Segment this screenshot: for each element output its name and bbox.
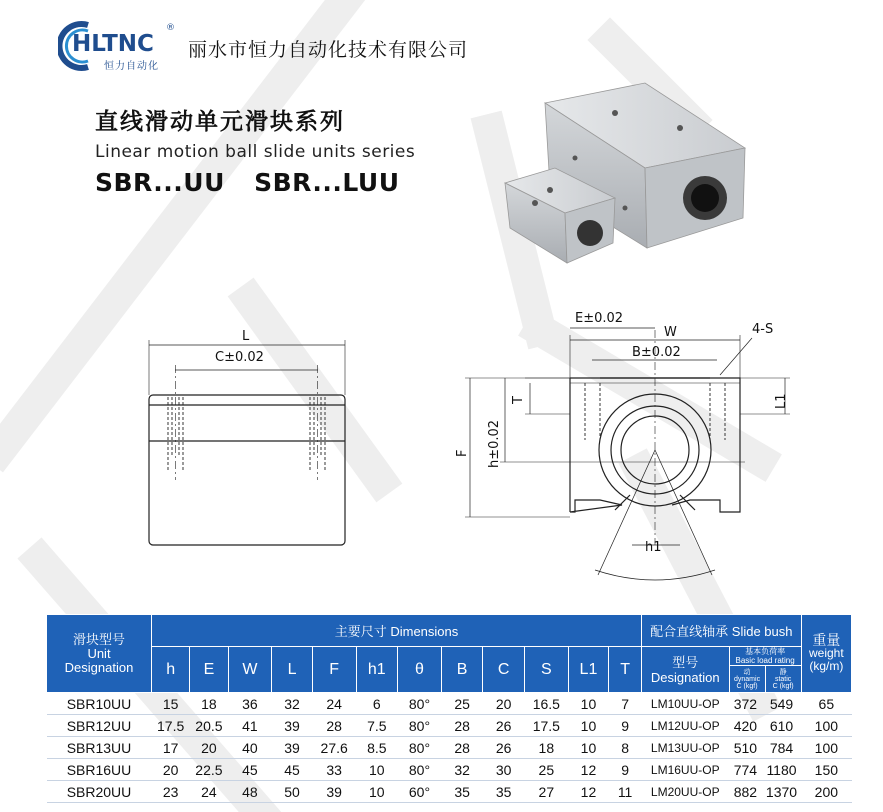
table-cell: 549 (762, 693, 801, 715)
table-cell: 27 (524, 781, 568, 803)
table-cell: 510 (729, 737, 762, 759)
table-cell: 20 (152, 759, 190, 781)
table-cell: 27.6 (312, 737, 356, 759)
table-cell: 10 (356, 781, 398, 803)
table-cell: 50 (272, 781, 312, 803)
col-L: L (272, 647, 312, 693)
unit-designation-cell: SBR16UU (47, 759, 152, 781)
unit-designation-cell: SBR12UU (47, 715, 152, 737)
table-cell: 784 (762, 737, 801, 759)
table-cell: 420 (729, 715, 762, 737)
table-cell: 33 (312, 759, 356, 781)
col-W: W (228, 647, 272, 693)
table-cell: 32 (441, 759, 483, 781)
col-static: 静 static C (kgf) (772, 668, 794, 690)
logo-mark: ® (166, 23, 175, 33)
table-row (47, 693, 852, 715)
col-h1: h1 (356, 647, 398, 693)
table-cell: 9 (609, 715, 642, 737)
col-bush-designation: 型号 Designation (642, 647, 730, 693)
dim-B: B±0.02 (632, 345, 681, 360)
table-cell: 1370 (762, 781, 801, 803)
logo-subtitle: 恒力自动化 (104, 61, 159, 72)
table-cell: 48 (228, 781, 272, 803)
col-S: S (524, 647, 568, 693)
bush-designation-cell: LM12UU-OP (642, 715, 730, 737)
unit-designation-cell: SBR20UU (47, 781, 152, 803)
table-cell: 16.5 (524, 693, 568, 715)
table-cell: 200 (801, 781, 851, 803)
table-cell: 10 (568, 737, 608, 759)
product-photo (495, 78, 765, 278)
col-load-rating: 基本负荷率 Basic load rating 动 dynamic C (kgf) 静 static C (kgf) (729, 647, 801, 693)
table-cell: 25 (441, 693, 483, 715)
table-cell: 12 (568, 759, 608, 781)
table-cell: 10 (356, 759, 398, 781)
table-cell: 150 (801, 759, 851, 781)
dim-L: L (242, 329, 250, 344)
col-E: E (190, 647, 228, 693)
dim-T: T (511, 396, 526, 404)
table-row (47, 781, 852, 803)
dim-h: h±0.02 (487, 419, 502, 468)
table-cell: 25 (524, 759, 568, 781)
dim-F: F (455, 449, 470, 457)
table-cell: 28 (441, 737, 483, 759)
table-cell: 80° (398, 715, 442, 737)
table-row (47, 737, 852, 759)
series-sbr-uu: SBR...UU (95, 168, 225, 197)
table-cell: 100 (801, 737, 851, 759)
table-cell: 15 (152, 693, 190, 715)
series-codes (95, 168, 420, 197)
table-cell: 12 (568, 781, 608, 803)
bush-designation-cell: LM10UU-OP (642, 693, 730, 715)
title-block (95, 103, 420, 197)
table-cell: 18 (524, 737, 568, 759)
unit-header: 滑块型号 Unit Designation (47, 615, 152, 693)
table-row (47, 715, 852, 737)
table-cell: 20 (483, 693, 525, 715)
table-cell: 26 (483, 737, 525, 759)
table-cell: 1180 (762, 759, 801, 781)
table-cell: 7.5 (356, 715, 398, 737)
table-cell: 10 (568, 693, 608, 715)
table-cell: 17.5 (152, 715, 190, 737)
header (58, 14, 468, 76)
title-chinese: 直线滑动单元滑块系列 (95, 109, 345, 135)
table-cell: 80° (398, 737, 442, 759)
table-cell: 20 (190, 737, 228, 759)
table-cell: 80° (398, 759, 442, 781)
slide-bush-header: 配合直线轴承 Slide bush (642, 615, 802, 647)
technical-drawing (0, 295, 883, 595)
title-english: Linear motion ball slide units series (95, 142, 416, 162)
table-cell: 8 (609, 737, 642, 759)
col-dynamic: 动 dynamic C (kgf) (730, 666, 766, 692)
table-cell: 20.5 (190, 715, 228, 737)
dim-E: E±0.02 (575, 311, 624, 326)
table-cell: 45 (272, 759, 312, 781)
dim-W: W (664, 325, 677, 340)
dim-h1: h1 (645, 540, 662, 555)
table-cell: 774 (729, 759, 762, 781)
col-T: T (609, 647, 642, 693)
col-C: C (483, 647, 525, 693)
table-cell: 100 (801, 715, 851, 737)
weight-header: 重量 weight (kg/m) (801, 615, 851, 693)
table-cell: 17.5 (524, 715, 568, 737)
table-cell: 610 (762, 715, 801, 737)
table-cell: 41 (228, 715, 272, 737)
table-cell: 18 (190, 693, 228, 715)
bush-designation-cell: LM16UU-OP (642, 759, 730, 781)
dim-C: C±0.02 (215, 350, 264, 365)
company-name: 丽水市恒力自动化技术有限公司 (188, 38, 469, 61)
dimensions-header: 主要尺寸 Dimensions (152, 615, 642, 647)
unit-designation-cell: SBR10UU (47, 693, 152, 715)
table-cell: 6 (356, 693, 398, 715)
table-row (47, 759, 852, 781)
table-cell: 60° (398, 781, 442, 803)
table-cell: 28 (312, 715, 356, 737)
table-cell: 35 (441, 781, 483, 803)
table-cell: 10 (568, 715, 608, 737)
table-cell: 35 (483, 781, 525, 803)
company-logo (58, 17, 180, 73)
col-h: h (152, 647, 190, 693)
table-cell: 9 (609, 759, 642, 781)
col-theta: θ (398, 647, 442, 693)
table-cell: 39 (312, 781, 356, 803)
dim-L1: L1 (774, 393, 789, 409)
table-cell: 65 (801, 693, 851, 715)
side-view (465, 328, 790, 580)
table-cell: 7 (609, 693, 642, 715)
series-sbr-luu: SBR...LUU (254, 168, 400, 197)
table-cell: 40 (228, 737, 272, 759)
table-body (47, 693, 852, 803)
bush-designation-cell: LM20UU-OP (642, 781, 730, 803)
table-cell: 45 (228, 759, 272, 781)
table-cell: 36 (228, 693, 272, 715)
table-cell: 24 (312, 693, 356, 715)
table-cell: 372 (729, 693, 762, 715)
table-cell: 22.5 (190, 759, 228, 781)
table-cell: 23 (152, 781, 190, 803)
table-cell: 32 (272, 693, 312, 715)
table-cell: 11 (609, 781, 642, 803)
table-cell: 28 (441, 715, 483, 737)
col-B: B (441, 647, 483, 693)
table-cell: 26 (483, 715, 525, 737)
table-cell: 30 (483, 759, 525, 781)
dim-S: 4-S (752, 322, 774, 337)
table-cell: 39 (272, 715, 312, 737)
front-view (149, 340, 345, 545)
table-cell: 17 (152, 737, 190, 759)
table-cell: 39 (272, 737, 312, 759)
table-cell: 24 (190, 781, 228, 803)
col-L1: L1 (568, 647, 608, 693)
unit-designation-cell: SBR13UU (47, 737, 152, 759)
table-cell: 882 (729, 781, 762, 803)
table-cell: 8.5 (356, 737, 398, 759)
table-cell: 80° (398, 693, 442, 715)
spec-table (46, 614, 852, 803)
logo-text: HLTNC (72, 31, 154, 57)
bush-designation-cell: LM13UU-OP (642, 737, 730, 759)
col-F: F (312, 647, 356, 693)
